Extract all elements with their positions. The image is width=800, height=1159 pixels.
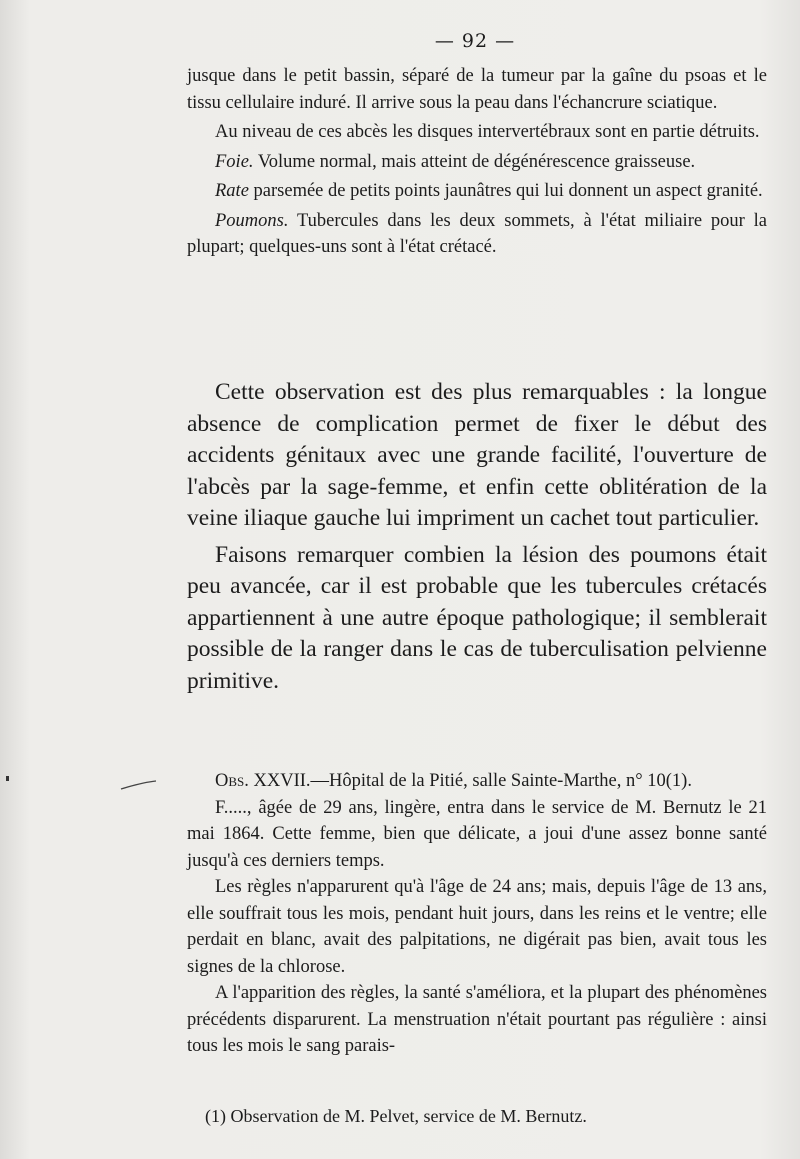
paragraph-patient: F....., âgée de 29 ans, lingère, entra dans le service de M. Bernutz le 21 mai 1864. Cette femme, bien que délicate, a joui d'une assez bonne santé jusqu'à ces derniers temps. xyxy=(187,797,767,871)
paragraph-poumons xyxy=(187,208,767,261)
observation-label: Obs. XXVII. xyxy=(215,771,311,791)
paragraph-regles: Les règles n'apparurent qu'à l'âge de 24 ans; mais, depuis l'âge de 13 ans, elle souffrait tous les mois, pendant huit jours, dans les reins et le ventre; elle perdait en blanc, avait des palpitations, ne digérait pas bien, avait tous les signes de la chlorose. xyxy=(187,877,767,977)
text-poumons: Tubercules dans les deux sommets, à l'état miliaire pour la plupart; quelques-uns sont à l'état crétacé. xyxy=(187,210,767,257)
paragraph-apparition: A l'apparition des règles, la santé s'améliora, et la plupart des phénomènes précédents disparurent. La menstruation n'était pourtant pas régulière : ainsi tous les mois le sang parais- xyxy=(187,983,767,1056)
observation-section xyxy=(187,768,767,1060)
label-poumons: Poumons. xyxy=(215,210,289,231)
margin-dot xyxy=(6,776,9,781)
margin-pencil-mark xyxy=(118,778,158,792)
text-rate: parsemée de petits points jaunâtres qui lui donnent un aspect granité. xyxy=(248,181,763,201)
paragraph-foie xyxy=(187,149,767,176)
paragraph-remarquable: Cette observation est des plus remarquables : la longue absence de complication permet de fixer le début des accidents génitaux avec une grande facilité, l'ouverture de l'abcès par la sage-femme, et enfin cette oblitération de la veine iliaque gauche lui impriment un cachet tout particulier. xyxy=(187,379,767,531)
label-foie: Foie. xyxy=(215,151,254,172)
paragraph-faisons-remarquer: Faisons remarquer combien la lésion des poumons était peu avancée, car il est probable que les tubercules crétacés appartiennent à une autre époque pathologique; il semblerait possible de la ranger dans le cas de tuberculisation pelvienne primitive. xyxy=(187,541,767,694)
autopsy-findings-section xyxy=(187,63,767,264)
text-foie: Volume normal, mais atteint de dégénérescence graisseuse. xyxy=(253,151,696,172)
paragraph-rate xyxy=(187,178,767,205)
observation-heading xyxy=(187,768,767,795)
label-rate: Rate xyxy=(215,181,249,201)
commentary-section xyxy=(187,377,767,702)
page-number: — 92 — xyxy=(434,30,516,52)
observation-title: —Hôpital de la Pitié, salle Sainte-Marthe, n° 10(1). xyxy=(310,771,692,791)
paragraph-psoas: jusque dans le petit bassin, séparé de la tumeur par la gaîne du psoas et le tissu cellulaire induré. Il arrive sous la peau dans l'échancrure sciatique. xyxy=(187,66,767,113)
paragraph-disques: Au niveau de ces abcès les disques intervertébraux sont en partie détruits. xyxy=(215,122,760,142)
footnote: (1) Observation de M. Pelvet, service de M. Bernutz. xyxy=(205,1106,587,1126)
